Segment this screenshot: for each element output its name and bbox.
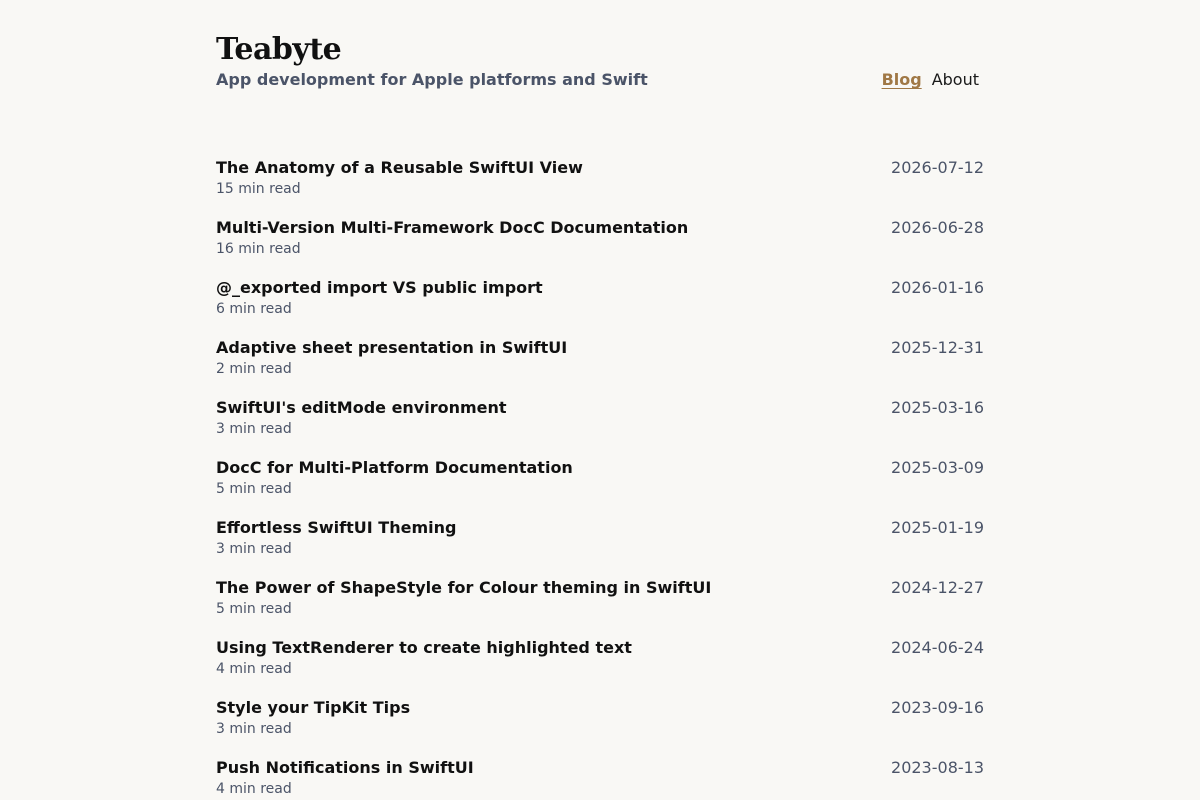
post-list-item — [216, 396, 984, 456]
post-title-link[interactable]: Effortless SwiftUI Theming — [216, 518, 457, 537]
post-list-item — [216, 456, 984, 516]
post-read-time: 4 min read — [216, 781, 292, 797]
post-read-time: 2 min read — [216, 361, 292, 377]
post-read-time: 3 min read — [216, 421, 292, 437]
post-list-item — [216, 756, 984, 800]
post-date: 2023-09-16 — [891, 698, 984, 717]
post-title-link[interactable]: The Power of ShapeStyle for Colour theming in SwiftUI — [216, 578, 712, 597]
post-date: 2026-07-12 — [891, 158, 984, 177]
post-date: 2024-12-27 — [891, 578, 984, 597]
post-title-link[interactable]: Adaptive sheet presentation in SwiftUI — [216, 338, 568, 357]
post-date: 2025-03-09 — [891, 458, 984, 477]
post-list-item — [216, 156, 984, 216]
post-read-time: 16 min read — [216, 241, 301, 257]
site-title[interactable]: Teabyte — [216, 32, 342, 67]
post-date: 2025-01-19 — [891, 518, 984, 537]
post-list-item — [216, 696, 984, 756]
nav-item-blog[interactable]: Blog — [881, 70, 922, 89]
post-list-item — [216, 276, 984, 336]
post-date: 2026-06-28 — [891, 218, 984, 237]
post-read-time: 15 min read — [216, 181, 301, 197]
post-date: 2025-03-16 — [891, 398, 984, 417]
post-list-item — [216, 336, 984, 396]
post-title-link[interactable]: Style your TipKit Tips — [216, 698, 411, 717]
post-title-link[interactable]: Using TextRenderer to create highlighted text — [216, 638, 632, 657]
post-list-item — [216, 576, 984, 636]
post-read-time: 3 min read — [216, 541, 292, 557]
post-date: 2025-12-31 — [891, 338, 984, 357]
post-title-link[interactable]: @_exported import VS public import — [216, 278, 543, 297]
post-read-time: 3 min read — [216, 721, 292, 737]
post-list-item — [216, 516, 984, 576]
post-date: 2023-08-13 — [891, 758, 984, 777]
site-tagline: App development for Apple platforms and Swift — [216, 70, 648, 89]
post-title-link[interactable]: SwiftUI's editMode environment — [216, 398, 507, 417]
site-header — [216, 30, 984, 100]
nav-item-about[interactable]: About — [931, 70, 979, 89]
post-list-item — [216, 636, 984, 696]
post-title-link[interactable]: The Anatomy of a Reusable SwiftUI View — [216, 158, 583, 177]
post-list-item — [216, 216, 984, 276]
post-list — [216, 156, 984, 800]
post-title-link[interactable]: Multi-Version Multi-Framework DocC Documentation — [216, 218, 689, 237]
post-title-link[interactable]: Push Notifications in SwiftUI — [216, 758, 474, 777]
post-read-time: 5 min read — [216, 601, 292, 617]
post-read-time: 5 min read — [216, 481, 292, 497]
post-read-time: 6 min read — [216, 301, 292, 317]
post-date: 2026-01-16 — [891, 278, 984, 297]
main-nav — [882, 70, 979, 90]
post-date: 2024-06-24 — [891, 638, 984, 657]
post-read-time: 4 min read — [216, 661, 292, 677]
post-title-link[interactable]: DocC for Multi-Platform Documentation — [216, 458, 573, 477]
